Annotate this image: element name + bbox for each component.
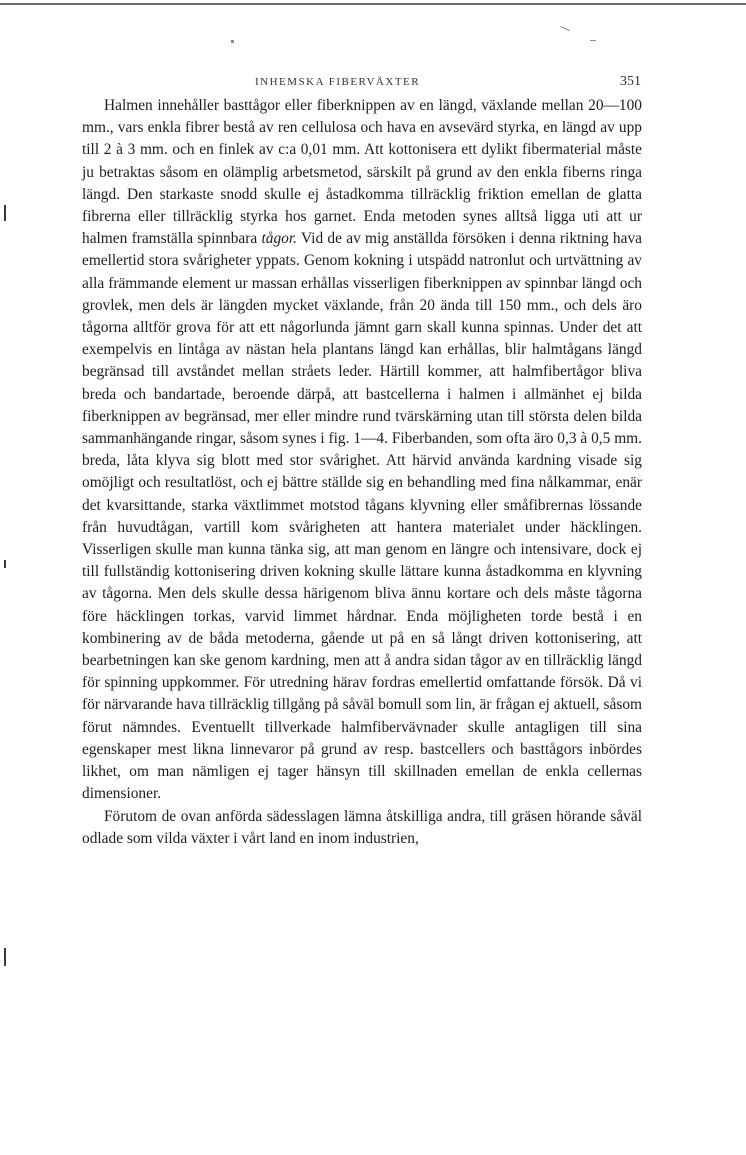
paragraph <box>82 806 642 850</box>
page-number: 351 <box>620 74 641 89</box>
scan-top-edge <box>0 3 746 5</box>
running-head: INHEMSKA FIBERVÄXTER <box>255 76 421 88</box>
scan-speck <box>590 40 596 41</box>
emphasized-word: tågor. <box>261 230 297 248</box>
scan-margin-mark <box>4 948 6 966</box>
scan-speck <box>231 40 234 43</box>
paragraph-text: Halmen innehåller basttågor eller fiberknippen av en längd, växlande mellan 20—100 mm., vars enkla fibrer bestå av ren cellulosa och hava en avsevärd styrka, en längd av upp till 2 à 3 mm. och en finlek av c:a 0,01 mm. Att kottonisera ett dylikt fibermaterial måste ju betraktas såsom en olämplig arbetsmetod, särskilt på grund av den enkla fiberns ringa längd. Den starkaste snodd skulle ej åstadkomma tillräcklig friktion emellan de glatta fibrerna eller tillräcklig styrka hos garnet. Enda metoden synes alltså ligga uti att ur halmen framställa spinnbara <box>82 97 642 248</box>
body-text <box>82 95 642 850</box>
paragraph <box>82 95 642 806</box>
paragraph-text: Förutom de ovan anförda sädesslagen lämna åtskilliga andra, till gräsen hörande såväl odlade som vilda växter i vårt land en inom industrien, <box>82 807 642 847</box>
scan-speck <box>560 26 569 31</box>
scan-margin-mark <box>4 205 6 221</box>
scan-margin-mark <box>4 560 6 568</box>
paragraph-text: Vid de av mig anställda försöken i denna riktning hava emellertid stora svårigheter yppats. Genom kokning i utspädd natronlut och urtvättning av alla främmande element ur massan erhållas visserligen fiberknippen av spinnbar längd och grovlek, men dels är längden mycket växlande, från 20 ända till 150 mm., och dels äro tågorna alltför grova för att ett någorlunda jämnt garn skall kunna spinnas. Under det att exempelvis en lintåga av nästan hela plantans längd kan erhållas, blir halmtågans längd begränsad till avståndet mellan stråets leder. Härtill kommer, att halmfibertågor bliva breda och bandartade, beroende därpå, att bastcellerna i halmen i allmänhet ej bilda fiberknippen av begränsad, mer eller mindre rund tvärskärning utan till största delen bilda sammanhängande ringar, såsom synes i fig. 1—4. Fiberbanden, som ofta äro 0,3 à 0,5 mm. breda, låta klyva sig blott med stor svårighet. Att härvid använda kardning visade sig omöjligt och resultatlöst, och ej bättre ställde sig en behandling med fina nålkammar, enär det kvarsittande, starka växtlimmet motstod tågans klyvning eller småfibrernas lössande från huvudtågan, vartill kom svårigheten att hantera materialet under häcklingen. Visserligen skulle man kunna tänka sig, att man genom en längre och intensivare, dock ej till fullständig kottonisering driven kokning skulle lättare kunna åstadkomma en klyvning av tågorna. Men dels skulle dessa härigenom bliva ännu kortare och dels måste tågorna före häcklingen torkas, varvid limmet hårdnar. Enda möjligheten torde bestå i en kombinering av de båda metoderna, gående ut på en så långt driven kottonisering, att bearbetningen kan ske genom kardning, men att å andra sidan tågor av en tillräcklig längd för spinning uppkommer. För utredning härav fordras emellertid omfattande försök. Då vi för närvarande hava tillräcklig tillgång på såväl bomull som lin, är frågan ej aktuell, såsom förut nämndes. Eventuellt tillverkade halmfibervävnader skulle antagligen till sina egenskaper mest likna linnevaror på grund av resp. bastcellers och basttågors inbördes likhet, om man nämligen ej tager hänsyn till skillnaden emellan de enkla cellernas dimensioner. <box>82 230 642 803</box>
